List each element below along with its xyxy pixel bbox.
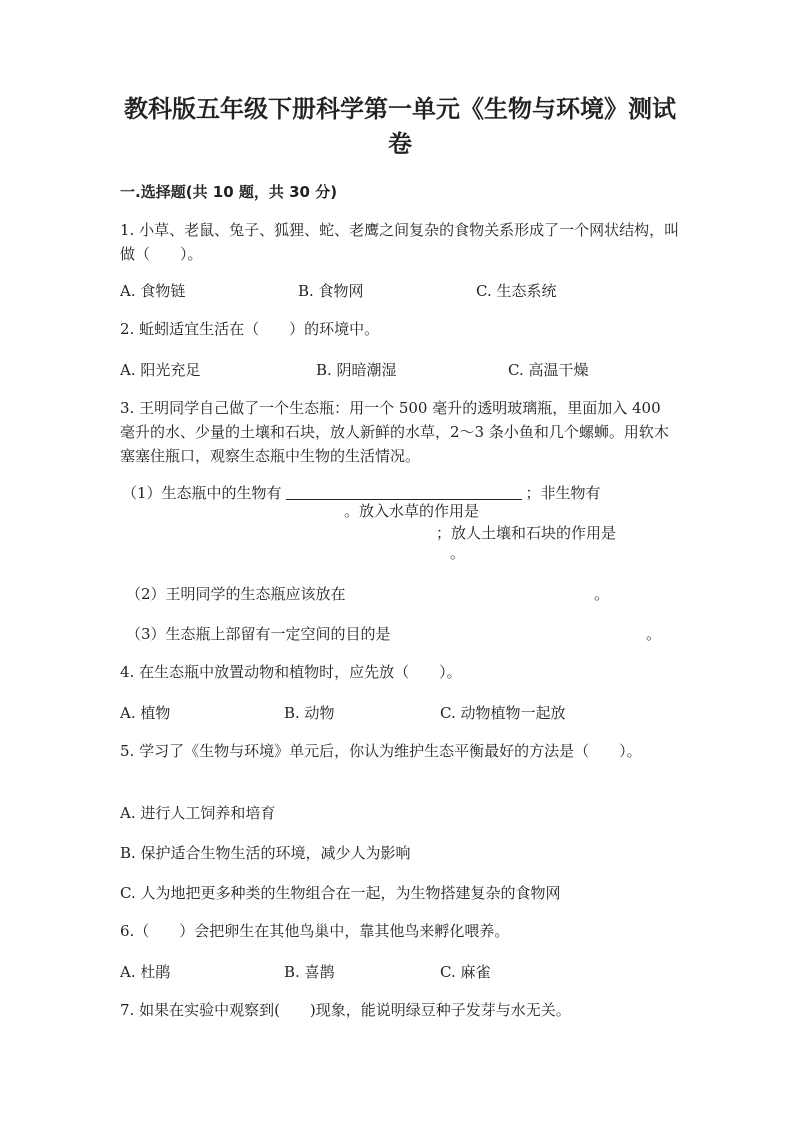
option-b: B. 食物网 <box>298 282 364 300</box>
part-1-prompt-5: 。 <box>450 544 466 562</box>
option-a: A. 食物链 <box>120 282 186 300</box>
option-a: A. 阳光充足 <box>120 361 201 379</box>
question-2-options <box>120 359 680 381</box>
part-1-prompt-2: ；非生物有 <box>525 484 601 502</box>
part-1-prompt: （1）生态瓶中的生物有 <box>122 484 282 502</box>
option-b: B. 保护适合生物生活的环境，减少人为影响 <box>120 844 411 862</box>
part-2-end: 。 <box>594 585 610 603</box>
part-3-end: 。 <box>646 625 662 643</box>
question-6-options <box>120 961 680 983</box>
question-4: 4. 在生态瓶中放置动物和植物时，应先放（ ）。 <box>120 663 462 681</box>
question-3-part-3: （3）生态瓶上部留有一定空间的目的是 <box>126 625 391 643</box>
option-a: A. 植物 <box>120 704 171 722</box>
option-b: B. 喜鹊 <box>284 963 335 981</box>
option-c: C. 生态系统 <box>476 282 557 300</box>
option-a: A. 进行人工饲养和培育 <box>120 804 276 822</box>
answer-blank[interactable] <box>286 483 522 500</box>
part-1-prompt-4: ；放人土壤和石块的作用是 <box>436 524 617 542</box>
option-c: C. 麻雀 <box>440 963 491 981</box>
option-b: B. 动物 <box>284 704 335 722</box>
question-1: 1. 小草、老鼠、兔子、狐狸、蛇、老鹰之间复杂的食物关系形成了一个网状结构，叫做（ ）。 <box>120 221 680 263</box>
question-3: 3. 王明同学自己做了一个生态瓶：用一个 500 毫升的透明玻璃瓶，里面加入 400 毫升的水、少量的土壤和石块，放人新鲜的水草，2～3 条小鱼和几个螺蛳。用软木塞塞住瓶口，观察生态瓶中生物的生活情况。 <box>120 399 669 465</box>
option-c: C. 高温干燥 <box>508 361 589 379</box>
option-c: C. 动物植物一起放 <box>440 704 566 722</box>
option-b: B. 阴暗潮湿 <box>316 361 397 379</box>
option-c: C. 人为地把更多种类的生物组合在一起，为生物搭建复杂的食物网 <box>120 884 561 902</box>
question-3-part-2: （2）王明同学的生态瓶应该放在 <box>126 585 346 603</box>
question-5: 5. 学习了《生物与环境》单元后，你认为维护生态平衡最好的方法是（ ）。 <box>120 742 642 760</box>
question-2: 2. 蚯蚓适宜生活在（ ）的环境中。 <box>120 320 380 338</box>
section-heading: 一.选择题(共 10 题，共 30 分) <box>120 183 338 201</box>
option-a: A. 杜鹃 <box>120 963 171 981</box>
question-4-options <box>120 702 680 724</box>
question-7: 7. 如果在实验中观察到( )现象，能说明绿豆种子发芽与水无关。 <box>120 1001 571 1019</box>
question-6: 6.（ ）会把卵生在其他鸟巢中，靠其他鸟来孵化喂养。 <box>120 922 510 940</box>
page-title: 教科版五年级下册科学第一单元《生物与环境》测试卷 <box>124 95 676 158</box>
question-1-options <box>120 280 680 302</box>
part-1-prompt-3: 。放入水草的作用是 <box>344 502 480 520</box>
